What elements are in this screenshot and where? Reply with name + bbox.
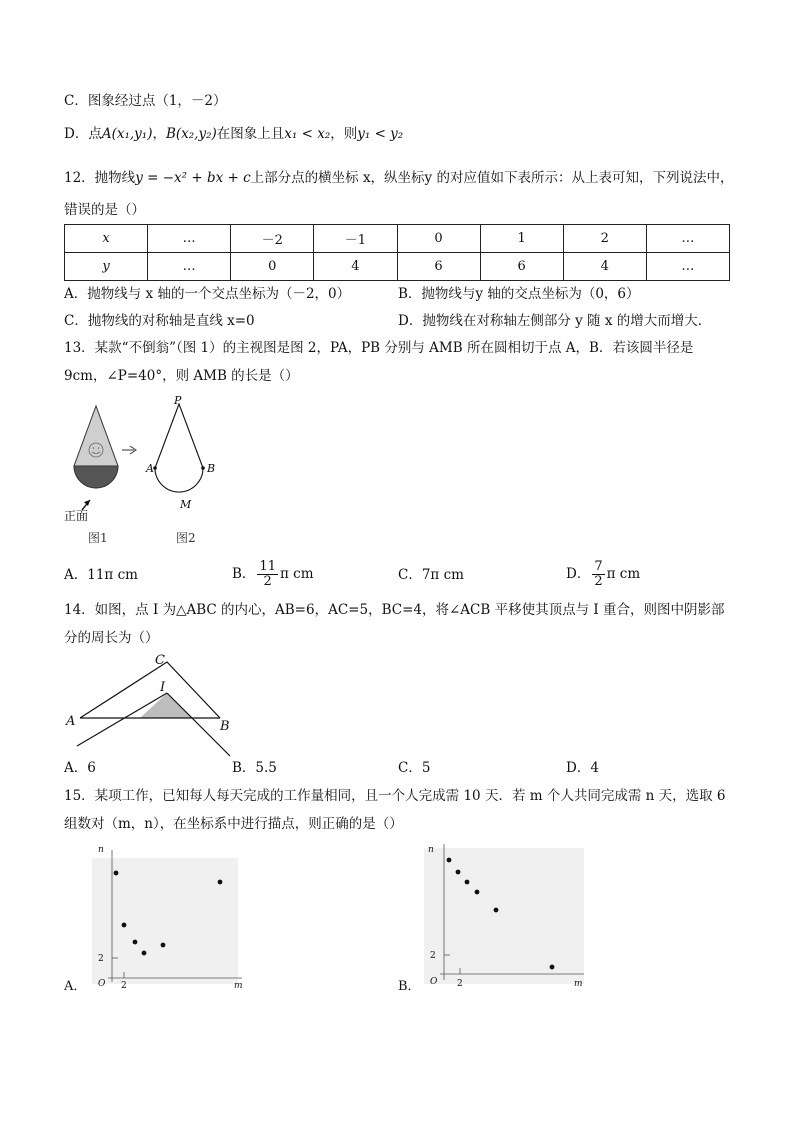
q13-option-d [566,556,640,592]
axis-label-n: n [428,845,434,855]
table-header-y: y [65,253,148,281]
table-cell: －2 [231,225,314,253]
q12-option-a: A．抛物线与 x 轴的一个交点坐标为（－2，0） [64,286,351,302]
fig2-outline [155,404,203,492]
q12-option-b: B．抛物线与y 轴的交点坐标为（0，6） [398,286,640,302]
label-p: P [174,394,182,407]
graph-a-background [92,858,238,984]
front-label: 正面 [64,509,89,523]
q12-option-d: D．抛物线在对称轴左侧部分 y 随 x 的增大而增大． [398,313,712,329]
table-cell: 4 [563,253,646,281]
origin-label: O [430,977,438,987]
q15-graph-b [398,840,588,1004]
q11-point-a: A(x₁,y₁) [101,126,153,142]
q12-value-table [64,224,730,281]
data-point [122,923,127,928]
table-cell: －1 [314,225,397,253]
q14-stem-line2: 分的周长为（） [64,630,159,646]
q14-figure [60,648,250,764]
fig2-caption: 图2 [176,531,196,545]
tick-label-y: 2 [98,954,104,964]
shaded-triangle [140,693,193,718]
data-point [475,890,480,895]
fraction-denominator: 2 [594,574,603,589]
data-point [161,943,166,948]
data-point [218,880,223,885]
label-a: A [66,714,76,729]
q13-figure [60,392,230,556]
fig1-caption: 图1 [88,531,108,545]
transform-arrow-icon [122,446,136,454]
q13-option-c: C．7π cm [398,567,464,583]
table-header-x: x [65,225,148,253]
label-m: M [180,498,192,511]
fraction-numerator: 7 [594,559,603,574]
table-cell: … [646,225,729,253]
q13-option-b-fraction [257,560,278,589]
translated-side-1 [77,693,167,746]
q14-option-b: B．5.5 [232,760,277,776]
point-b [201,466,205,470]
q14-stem-line1: 14．如图，点 I 为△ABC 的内心，AB=6，AC=5，BC=4，将∠ACB 平移使其顶点与 I 重合，则图中阴影部 [64,602,725,618]
q14-figure-svg [60,648,250,760]
data-point [550,965,555,970]
q13-option-b-suffix: π cm [279,566,314,582]
front-arrow-head [84,500,90,506]
q13-option-d-prefix: D． [566,566,591,582]
tick-label-y: 2 [430,951,436,961]
axis-label-m: m [234,981,243,991]
table-cell: … [148,253,231,281]
q13-option-d-fraction [592,560,604,589]
table-cell: 6 [397,253,480,281]
graph-b-svg [398,840,588,1000]
label-c: C [155,653,165,668]
q11-condition: x₁ < x₂ [284,126,331,142]
table-cell: … [646,253,729,281]
data-point [494,908,499,913]
q13-stem-line2: 9cm，∠P=40°，则 AMB 的长是（） [64,368,299,384]
q13-option-a: A．11π cm [64,567,138,583]
table-cell: 1 [480,225,563,253]
q13-option-b-prefix: B． [232,566,256,582]
data-point [456,870,461,875]
data-point [114,871,119,876]
origin-label: O [98,979,106,989]
q11-result: y₁ < y₂ [357,126,404,142]
tumbler-base [74,466,118,488]
label-a: A [146,462,154,475]
q11-option-d [64,124,403,144]
q12-stem-start: 12．抛物线 [64,170,136,186]
table-cell: 6 [480,253,563,281]
q11-option-c: C．图象经过点（1，－2） [64,93,227,109]
label-i: I [160,680,166,695]
table-cell: 0 [231,253,314,281]
axis-label-m: m [574,979,583,989]
q12-equation: y = −x² + bx + c [135,170,251,186]
tumbler-eye [93,447,95,449]
q11-then: ，则 [330,126,358,142]
q15-graph-a [64,840,254,1004]
q14-option-a: A．6 [64,760,96,776]
table-cell: 4 [314,253,397,281]
label-b: B [220,719,230,734]
fraction-denominator: 2 [263,574,272,589]
q14-option-d: D．4 [566,760,599,776]
axis-label-n: n [98,845,104,855]
graph-a-label: A． [64,979,87,994]
q12-stem-line1 [64,168,733,188]
data-point [142,951,147,956]
q13-option-d-suffix: π cm [606,566,641,582]
graph-a-svg [64,840,254,1000]
graph-b-label: B． [398,979,421,994]
data-point [465,880,470,885]
data-point [133,940,138,945]
table-cell: 2 [563,225,646,253]
data-point [447,858,452,863]
q12-stem-line2: 错误的是（） [64,202,145,218]
q15-stem-line2: 组数对（m，n），在坐标系中进行描点，则正确的是（） [64,816,403,832]
table-cell: … [148,225,231,253]
fraction-numerator: 11 [259,559,276,574]
table-cell: 0 [397,225,480,253]
q15-stem-line1: 15．某项工作，已知每人每天完成的工作量相同，且一个人完成需 10 天．若 m 个人共同完成需 n 天，选取 6 [64,788,726,804]
q13-figure-svg [60,392,230,552]
table-row-x [65,225,730,253]
tumbler-eye [98,447,100,449]
q11-point-b: B(x₂,y₂) [165,126,217,142]
q13-option-b [232,556,314,592]
q11-option-d-prefix: D．点 [64,126,102,142]
q12-option-c: C．抛物线的对称轴是直线 x=0 [64,313,255,329]
table-row-y [65,253,730,281]
q11-mid-text: 在图象上且 [216,126,285,142]
q12-stem-rest: 上部分点的横坐标 x，纵坐标y 的对应值如下表所示：从上表可知，下列说法中， [250,170,734,186]
graph-b-background [424,848,584,984]
tick-label-x: 2 [457,979,463,989]
q14-option-c: C．5 [398,760,431,776]
q13-stem-line1: 13．某款“不倒翁”（图 1）的主视图是图 2，PA，PB 分别与 AMB 所在圆相切于点 A，B．若该圆半径是 [64,340,694,356]
label-b: B [207,462,216,475]
tick-label-x: 2 [121,981,127,991]
q11-comma: ， [152,126,166,142]
